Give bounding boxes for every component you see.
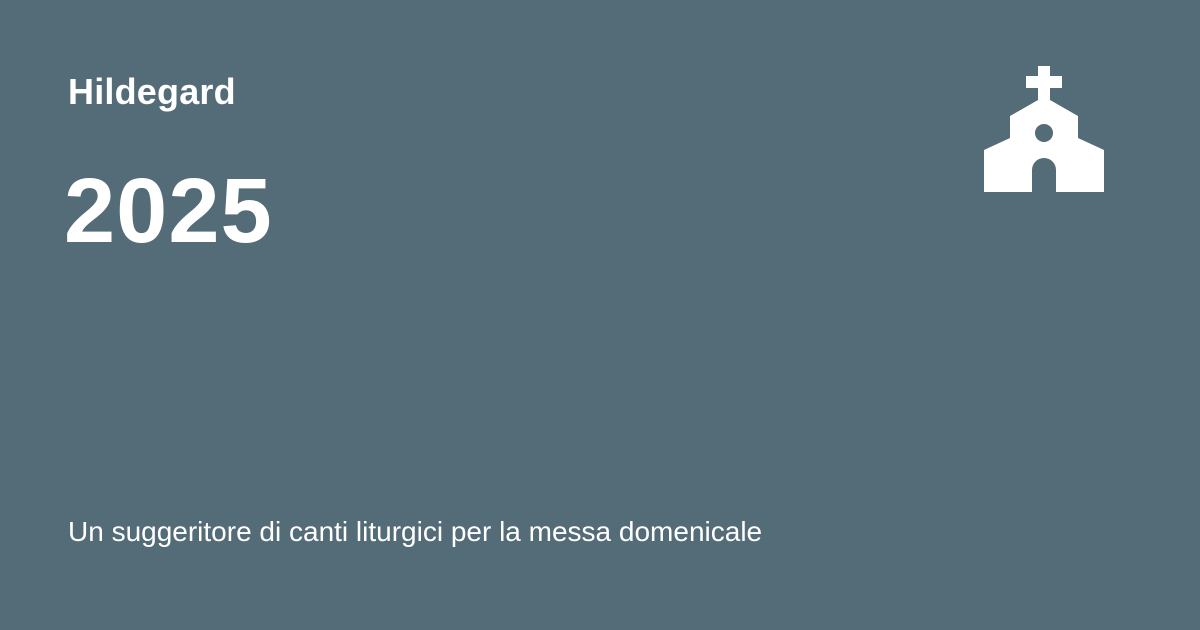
- tagline: Un suggeritore di canti liturgici per la messa domenicale: [68, 516, 763, 547]
- church-icon: [984, 66, 1104, 192]
- year-heading: 2025: [64, 160, 273, 262]
- brand-title: Hildegard: [68, 71, 236, 112]
